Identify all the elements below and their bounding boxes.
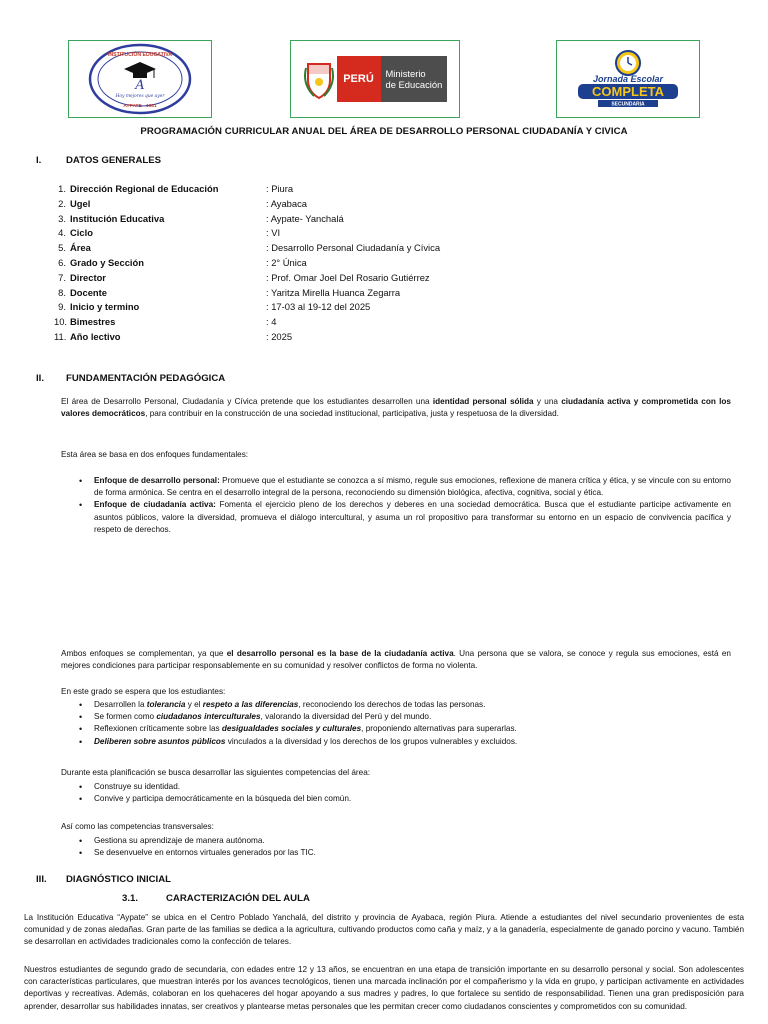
svg-text:A: A bbox=[135, 78, 145, 93]
list-item: • Se desenvuelve en entornos virtuales generados por las TIC. bbox=[77, 847, 731, 859]
section-2-title: FUNDAMENTACIÓN PEDAGÓGICA bbox=[66, 373, 226, 384]
ministry-label-1: Ministerio bbox=[385, 68, 426, 79]
peru-label: PERÚ bbox=[343, 73, 374, 85]
section-3-number: III. bbox=[36, 874, 47, 885]
section-2-heading bbox=[36, 373, 225, 384]
general-data-row: 2. Ugel : Ayabaca bbox=[58, 197, 308, 209]
school-logo-motto: Hoy mejores que ayer bbox=[115, 94, 165, 99]
diagnostico-paragraph-1: La Institución Educativa “Aypate” se ubica en el Centro Poblado Yanchalá, del distrito y provincia de Ayabaca, región Piura. Atiende a estudiantes del nivel secundario provenientes de esta comunidad y de zonas aledañas. Gran parte de las familias se dedica a la agricultura, cultivando productos como caña y maíz, y a la ganadería, especialmente de ganado porcino y vacuno. También se desarrollan en actividades tradicionales como la confección de telares. bbox=[24, 913, 744, 947]
ministry-gray-block bbox=[381, 56, 447, 102]
list-item: • Gestiona su aprendizaje de manera autónoma. bbox=[77, 835, 731, 847]
general-data-row: 4. Ciclo : VI bbox=[58, 227, 281, 239]
fundamentacion-paragraph-1: El área de Desarrollo Personal, Ciudadanía y Cívica pretende que los estudiantes desarrollen una identidad personal sólida y una ciudadanía activa y comprometida con los valores democráticos, para contribuir en la construcción de una sociedad institucional, participativa, justa y respetuosa de la diversidad. bbox=[61, 397, 731, 419]
fundamentacion-paragraph-3: Ambos enfoques se complementan, ya que el desarrollo personal es la base de la ciudadanía activa. Una persona que se valora, se conoce y regula sus emociones, está en mejores condiciones para participar responsablemente en su comunidad y resolver conflictos de forma no violenta. bbox=[61, 649, 731, 671]
general-data-row: 1. Dirección Regional de Educación : Piura bbox=[58, 183, 294, 194]
general-data-row: 5. Área : Desarrollo Personal Ciudadanía y Cívica bbox=[58, 242, 441, 254]
fundamentacion-paragraph-6: Así como las competencias transversales: bbox=[61, 822, 214, 831]
general-data-row: 6. Grado y Sección : 2° Única bbox=[58, 256, 307, 268]
general-data-row: 9. Inicio y termino : 17-03 al 19-12 del 2025 bbox=[58, 301, 371, 313]
list-item: • Reflexionen críticamente sobre las desigualdades sociales y culturales, proponiendo alternativas para superarlas. bbox=[77, 723, 731, 735]
section-3-title: DIAGNÓSTICO INICIAL bbox=[66, 874, 171, 885]
ministry-logo bbox=[304, 56, 447, 102]
subsection-3-1-title: CARACTERIZACIÓN DEL AULA bbox=[166, 893, 310, 904]
school-logo-text-top: INSTITUCIÓN EDUCATIVA bbox=[107, 52, 173, 58]
general-data-row: 11. Año lectivo : 2025 bbox=[54, 330, 293, 342]
jec-logo-text-1: Jornada Escolar bbox=[592, 74, 664, 84]
document-title: PROGRAMACIÓN CURRICULAR ANUAL DEL ÁREA DE DESARROLLO PERSONAL CIUDADANÍA Y CIVICA bbox=[140, 126, 628, 137]
jec-logo bbox=[568, 47, 688, 111]
ministry-label-2: de Educación bbox=[385, 79, 443, 90]
list-item: • Construye su identidad. bbox=[77, 781, 731, 793]
school-logo-box bbox=[68, 40, 212, 118]
school-logo-text-bottom: AYPATE - 1981 bbox=[123, 104, 157, 109]
transversales-list bbox=[77, 835, 731, 859]
general-data-row: 8. Docente : Yaritza Mirella Huanca Zegarra bbox=[58, 286, 401, 298]
general-data-row: 7. Director : Prof. Omar Joel Del Rosario Gutiérrez bbox=[58, 271, 430, 283]
enfoques-list bbox=[77, 475, 731, 536]
general-data-row: 3. Institución Educativa : Aypate- Yanchalá bbox=[58, 212, 344, 224]
jec-logo-text-3: SECUNDARIA bbox=[611, 101, 645, 108]
section-1-number: I. bbox=[36, 155, 42, 166]
fundamentacion-paragraph-5: Durante esta planificación se busca desarrollar las siguientes competencias del área: bbox=[61, 768, 371, 777]
subsection-3-1-heading bbox=[122, 893, 310, 904]
fundamentacion-paragraph-2: Esta área se basa en dos enfoques fundamentales: bbox=[61, 450, 249, 459]
jec-logo-text-2: COMPLETA bbox=[592, 84, 664, 99]
section-1-heading bbox=[36, 155, 161, 166]
fundamentacion-paragraph-4: En este grado se espera que los estudiantes: bbox=[61, 687, 226, 696]
peru-shield-icon bbox=[304, 58, 334, 100]
diagnostico-paragraph-2: Nuestros estudiantes de segundo grado de secundaria, con edades entre 12 y 13 años, se encuentran en una etapa de transición importante en su desarrollo personal y social. Son adolescentes con características particulares, que muestran interés por los avances tecnológicos, tienen una marcada inclinación por el compañerismo y la vida en grupo, y participan activamente en actividades deportivas y recreativas. Además, colaboran en los quehaceres del hogar apoyando a sus madres y padres, lo que fortalece su sentido de responsabilidad. Tienen una gran predisposición para aprender, desarrollar sus habilidades innatas, ser creativos y plantearse metas personales que les permitan crecer como ciudadanos conscientes y comprometidos con su comunidad. bbox=[24, 965, 744, 1011]
list-item: • Deliberen sobre asuntos públicos vinculados a la diversidad y los derechos de los grupos vulnerables y excluidos. bbox=[77, 736, 731, 748]
section-2-number: II. bbox=[36, 373, 44, 384]
subsection-3-1-number: 3.1. bbox=[122, 893, 139, 904]
list-item: • Enfoque de ciudadanía activa: Fomenta el ejercicio pleno de los derechos y deberes en una sociedad democrática. Busca que el estudiante participe activamente en asuntos públicos, valore la diversidad, promueva el diálogo intercultural, y asuma un rol propositivo para transformar su entorno en un espacio de convivencia pacífica y respeto de derechos. bbox=[77, 499, 731, 536]
ministry-logo-box bbox=[290, 40, 460, 118]
jec-logo-box bbox=[556, 40, 700, 118]
list-item: • Convive y participa democráticamente en la búsqueda del bien común. bbox=[77, 793, 731, 805]
general-data-list bbox=[54, 182, 474, 345]
list-item: • Desarrollen la tolerancia y el respeto a las diferencias, reconociendo los derechos de todas las personas. bbox=[77, 699, 731, 711]
list-item: • Se formen como ciudadanos interculturales, valorando la diversidad del Perú y del mundo. bbox=[77, 711, 731, 723]
school-crest-logo bbox=[88, 43, 192, 115]
list-item: • Enfoque de desarrollo personal: Promueve que el estudiante se conozca a sí mismo, regule sus emociones, reflexione de manera crítica y ética, y se vincule con su entorno de forma armónica. Se centra en el desarrollo integral de la persona, reconociendo su dimensión biológica, afectiva, cognitiva, social y ética. bbox=[77, 475, 731, 499]
section-3-heading bbox=[36, 874, 171, 885]
general-data-row: 10. Bimestres : 4 bbox=[54, 316, 277, 328]
expectativas-list bbox=[77, 699, 731, 748]
competencias-list bbox=[77, 781, 731, 805]
section-1-title: DATOS GENERALES bbox=[66, 155, 162, 166]
peru-red-block bbox=[337, 56, 381, 102]
